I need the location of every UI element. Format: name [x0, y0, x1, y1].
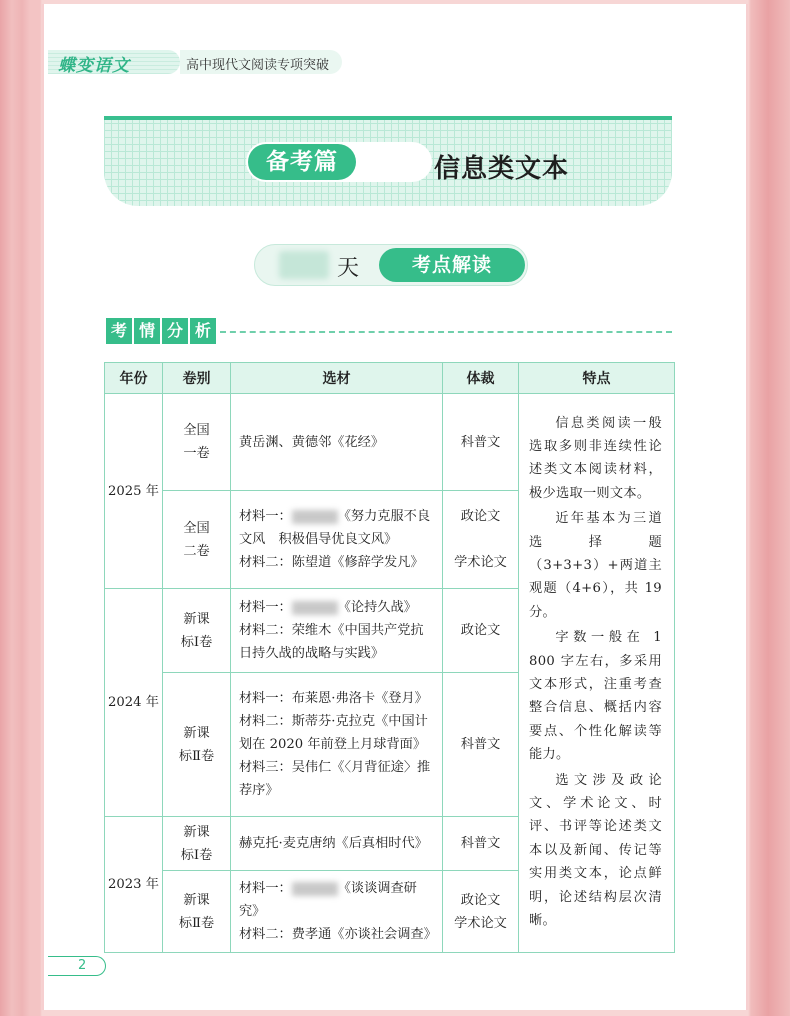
redacted-author: [292, 601, 338, 615]
material-cell: [231, 394, 443, 491]
banner-tag: 备考篇: [248, 144, 356, 180]
material-cell: [231, 871, 443, 953]
section-char: 考: [106, 318, 132, 344]
page-number-tab: [48, 956, 106, 976]
material-text: 《谈谈调查研究》: [239, 881, 417, 919]
feature-paragraph: 近年基本为三道选择题（3+3+3）+两道主观题（4+6），共 19 分。: [529, 511, 662, 620]
paper-cell: 新课标Ⅱ卷: [163, 871, 231, 953]
section-dashed-rule: [220, 331, 672, 333]
material-text: 材料二：荣维木《中国共产党抗日持久战的战略与实践》: [239, 623, 424, 661]
year-cell: 2024 年: [105, 589, 163, 817]
day-topic: 考点解读: [379, 248, 525, 282]
redacted-author: [292, 510, 338, 524]
column-header: 年份: [105, 363, 163, 394]
genre-text: 学术论文: [454, 555, 507, 570]
material-cell: [231, 673, 443, 817]
material-cell: [231, 491, 443, 589]
material-text: 材料二：斯蒂芬·克拉克《中国计划在 2020 年前登上月球背面》: [239, 714, 428, 752]
material-text: 材料一：布莱恩·弗洛卡《登月》: [239, 691, 428, 706]
material-label: 材料一：: [239, 881, 292, 896]
column-header: 体裁: [443, 363, 519, 394]
genre-text: 学术论文: [454, 915, 507, 931]
brand-logo: [48, 50, 180, 74]
chapter-banner: [104, 116, 672, 206]
feature-paragraph: 信息类阅读一般选取多则非连续性论述类文本阅读材料，极少选取一则文本。: [529, 415, 662, 501]
page-number: 2: [78, 958, 87, 973]
section-char: 情: [134, 318, 160, 344]
redacted-author: [292, 882, 338, 896]
banner-top-rule: [104, 116, 672, 120]
chapter-title: 信息类文本: [434, 154, 570, 184]
genre-cell: 科普文: [443, 673, 519, 817]
column-header: 特点: [519, 363, 675, 394]
genre-cell: [443, 491, 519, 589]
features-cell: [519, 394, 675, 953]
brand-text: 蝶变语文: [58, 56, 130, 76]
material-text: 材料二：费孝通《亦谈社会调查》: [239, 927, 437, 942]
feature-paragraph: 字数一般在 1 800 字左右，多采用文本形式，注重考查整合信息、概括内容要点、个性化解读等能力。: [529, 630, 662, 763]
material-text: 赫克托·麦克唐纳《后真相时代》: [239, 836, 428, 851]
day-suffix: 天: [337, 256, 360, 281]
material-text: 材料三：吴伟仁《〈月背征途〉推荐序》: [239, 760, 431, 798]
material-text: 材料二：陈望道《修辞学发凡》: [239, 555, 424, 570]
section-char: 析: [190, 318, 216, 344]
material-cell: [231, 817, 443, 871]
paper-cell: 新课标Ⅰ卷: [163, 589, 231, 673]
material-cell: [231, 589, 443, 673]
section-char: 分: [162, 318, 188, 344]
genre-cell: [443, 871, 519, 953]
column-header: 卷别: [163, 363, 231, 394]
genre-cell: 政论文: [443, 589, 519, 673]
material-label: 材料一：: [239, 509, 292, 524]
column-header: 选材: [231, 363, 443, 394]
year-cell: 2023 年: [105, 817, 163, 953]
book-page: [42, 4, 748, 1010]
banner-tag-pill: [246, 142, 432, 182]
genre-cell: 科普文: [443, 817, 519, 871]
table-row: [105, 394, 675, 491]
genre-text: 政论文: [460, 509, 501, 524]
material-text: 黄岳渊、黄德邻《花经》: [239, 434, 385, 450]
exam-analysis-table: [104, 362, 675, 953]
paper-cell: 全国二卷: [163, 491, 231, 589]
material-text: 《努力克服不良文风 积极倡导优良文风》: [239, 509, 431, 547]
year-cell: 2025 年: [105, 394, 163, 589]
book-title-tab: [180, 50, 342, 74]
material-text: 《论持久战》: [337, 600, 417, 615]
day-badge: [254, 244, 528, 286]
material-label: 材料一：: [239, 600, 292, 615]
running-header: [44, 50, 342, 74]
genre-cell: 科普文: [443, 394, 519, 491]
paper-cell: 新课标Ⅰ卷: [163, 817, 231, 871]
paper-cell: 新课标Ⅱ卷: [163, 673, 231, 817]
section-heading: [106, 318, 216, 344]
book-title: 高中现代文阅读专项突破: [186, 58, 330, 73]
paper-cell: 全国一卷: [163, 394, 231, 491]
table-header-row: [105, 363, 675, 394]
feature-paragraph: 选文涉及政论文、学术论文、时评、书评等论述类文本以及新闻、传记等实用类文本，论点鲜明，论述结构层次清晰。: [529, 772, 662, 929]
day-number-blurred: [279, 251, 329, 279]
genre-text: 政论文: [460, 892, 501, 908]
